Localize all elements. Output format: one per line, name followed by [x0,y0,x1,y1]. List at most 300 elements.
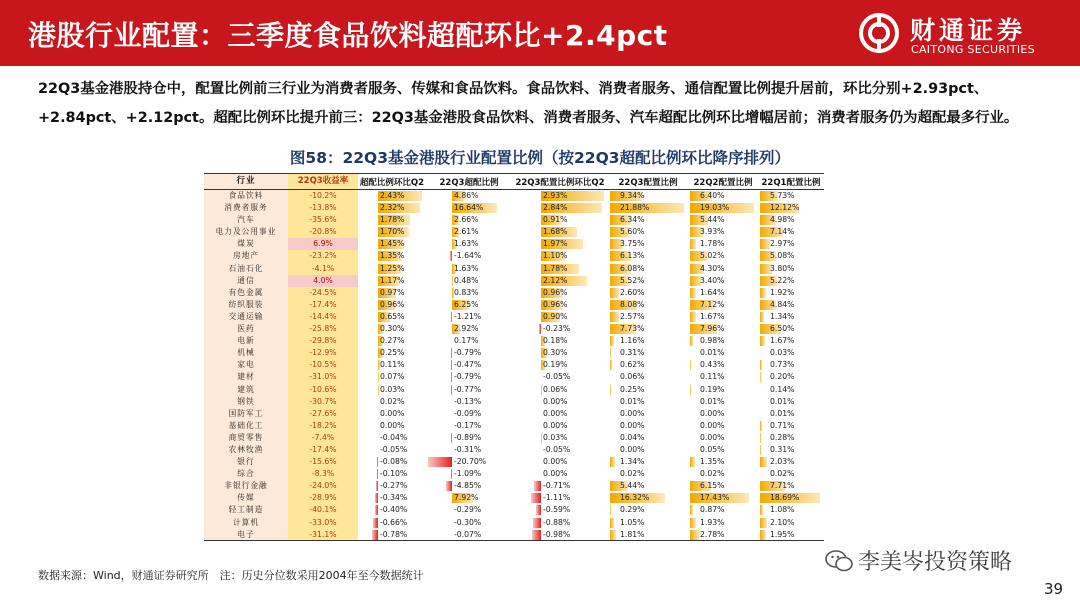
header-col-ow-change: 超配比例环比Q2 [359,177,425,188]
alloc-q3-cell [608,444,688,456]
value-bar [378,385,379,395]
alloc-q3-cell [608,408,688,420]
ow-change-cell [358,396,426,408]
value-text: 7.71% [770,481,795,491]
alloc-q2-cell [688,202,758,214]
value-text: -0.98% [543,529,571,539]
alloc-q3-cell [608,250,688,262]
value-bar [610,457,615,467]
value-text: 4.84% [770,299,795,309]
value-text: 1.78% [380,215,405,225]
ow-change-cell [358,299,426,311]
ow-cell [426,335,512,347]
industry-cell: 基础化工 [204,420,288,432]
value-text: 5.73% [770,191,795,200]
industry-cell: 房地产 [204,250,288,262]
value-text: 0.02% [770,469,795,479]
alloc-q2-cell [688,311,758,323]
alloc-change-cell [512,202,608,214]
table-row [204,202,824,214]
value-text: -0.77% [454,384,482,394]
ow-change-cell [358,456,426,468]
summary-line-2: +2.84pct、+2.12pct。超配比例环比提升前三：22Q3基金港股食品饮料、消费者服务、汽车超配比例环比增幅居前；消费者服务仍为超配最多行业。 [38,110,1019,126]
value-text: 0.04% [620,432,645,442]
value-text: 2.93% [543,191,568,200]
industry-cell: 非银行金融 [204,480,288,492]
alloc-q2-cell [688,323,758,335]
value-text: 2.78% [700,529,725,539]
alloc-q1-cell [758,299,824,311]
alloc-q2-cell [688,456,758,468]
value-text: 0.29% [620,505,645,515]
table-row [204,214,824,226]
industry-cell: 电力及公用事业 [204,226,288,238]
value-text: 1.81% [620,529,645,539]
value-bar [451,433,452,443]
alloc-q2-cell [688,226,758,238]
value-bar [760,457,767,467]
ow-change-cell [358,202,426,214]
value-text: 0.07% [380,372,405,382]
value-text: 0.19% [543,360,568,370]
value-text: 0.00% [620,420,645,430]
ow-change-cell [358,504,426,516]
alloc-q1-cell [758,335,824,347]
value-bar [690,457,695,467]
industry-cell: 有色金属 [204,287,288,299]
value-bar [531,493,541,503]
ow-cell [426,299,512,311]
table-row [204,275,824,287]
value-bar [377,457,378,467]
value-text: 0.03% [380,384,405,394]
value-text: 2.60% [620,287,645,297]
ow-change-cell [358,323,426,335]
value-text: 1.95% [770,529,795,539]
value-text: 2.84% [543,203,568,213]
alloc-change-cell [512,492,608,504]
value-text: 0.11% [700,372,725,382]
alloc-q1-cell [758,408,824,420]
value-text: 1.35% [700,457,725,467]
value-bar [760,372,761,382]
ow-cell [426,202,512,214]
header-bar [0,0,1080,66]
value-text: -1.11% [543,493,571,503]
alloc-q3-cell [608,468,688,480]
alloc-change-cell [512,299,608,311]
value-bar [760,360,762,370]
value-text: 0.00% [543,408,568,418]
value-text: -0.23% [543,324,571,334]
value-text: 0.48% [454,275,479,285]
alloc-q1-cell [758,263,824,275]
value-bar [610,336,614,346]
alloc-q2-cell [688,432,758,444]
ow-cell [426,263,512,275]
value-bar [451,312,452,322]
value-text: -0.40% [380,505,408,515]
alloc-q3-cell [608,359,688,371]
return-cell: -20.8% [288,226,358,238]
return-cell: -8.3% [288,468,358,480]
industry-cell: 综合 [204,468,288,480]
alloc-q1-cell [758,504,824,516]
alloc-q3-cell [608,323,688,335]
ow-cell [426,432,512,444]
value-text: 0.11% [380,360,405,370]
alloc-q2-cell [688,444,758,456]
value-text: 5.22% [770,275,795,285]
value-bar [377,469,378,479]
value-text: -0.05% [543,444,571,454]
industry-cell: 建筑 [204,384,288,396]
ow-cell [426,420,512,432]
summary-line-1: 22Q3基金港股持仓中，配置比例前三行业为消费者服务、传媒和食品饮料。食品饮料、消费者服务、通信配置比例提升居前，环比分别+2.93pct、 [38,81,989,97]
alloc-q1-cell [758,468,824,480]
table-row [204,408,824,420]
value-bar [451,360,452,370]
table-row [204,226,824,238]
value-bar [760,433,761,443]
value-bar [533,518,541,528]
ow-change-cell [358,250,426,262]
value-text: 0.96% [543,287,568,297]
value-text: 0.00% [380,420,405,430]
alloc-q3-cell [608,311,688,323]
value-text: 5.60% [620,227,645,237]
alloc-q1-cell [758,420,824,432]
alloc-change-cell [512,359,608,371]
ow-change-cell [358,517,426,529]
value-bar [541,433,542,443]
return-cell: -30.7% [288,396,358,408]
value-text: 6.40% [700,191,725,200]
table-row [204,238,824,250]
value-text: 0.00% [620,444,645,454]
return-cell: -10.6% [288,384,358,396]
alloc-q3-cell [608,396,688,408]
table-body [204,190,824,541]
ow-cell [426,371,512,383]
alloc-q3-cell [608,299,688,311]
return-cell: -17.4% [288,444,358,456]
value-text: 0.00% [700,420,725,430]
return-cell: -13.8% [288,202,358,214]
alloc-change-cell [512,238,608,250]
value-text: 0.97% [380,287,405,297]
value-text: 3.75% [620,239,645,249]
industry-cell: 汽车 [204,214,288,226]
value-bar [534,481,541,491]
value-text: 0.17% [454,336,479,346]
alloc-q1-cell [758,323,824,335]
logo-text-en: CAITONG SECURITIES [911,43,1035,56]
value-text: 2.43% [380,191,405,200]
table-row [204,492,824,504]
alloc-change-cell [512,311,608,323]
value-text: 2.66% [454,215,479,225]
alloc-change-cell [512,420,608,432]
value-text: 7.96% [700,324,725,334]
value-text: 3.80% [770,263,795,273]
value-text: 2.61% [454,227,479,237]
alloc-q1-cell [758,396,824,408]
alloc-q2-cell [688,492,758,504]
value-bar [610,360,612,370]
value-text: 1.67% [770,336,795,346]
value-bar [610,312,619,322]
alloc-q3-cell [608,504,688,516]
value-text: 0.00% [543,469,568,479]
alloc-q2-cell [688,396,758,408]
ow-cell [426,190,512,202]
ow-cell [426,456,512,468]
ow-cell [426,311,512,323]
value-text: 0.71% [770,420,795,430]
alloc-q1-cell [758,202,824,214]
value-text: -0.05% [380,444,408,454]
value-text: -0.59% [543,505,571,515]
value-text: 1.68% [543,227,568,237]
value-text: -0.10% [380,469,408,479]
value-text: -0.66% [380,517,408,527]
value-text: 9.34% [620,191,645,200]
alloc-q3-cell [608,335,688,347]
alloc-q3-cell [608,287,688,299]
industry-cell: 交通运输 [204,311,288,323]
alloc-q3-cell [608,275,688,287]
value-text: 1.64% [700,287,725,297]
value-bar [428,457,452,467]
value-text: 0.01% [770,396,795,406]
ow-change-cell [358,359,426,371]
value-text: 2.57% [620,311,645,321]
value-text: 0.87% [700,505,725,515]
value-text: 0.02% [700,469,725,479]
value-bar [690,239,696,249]
ow-change-cell [358,275,426,287]
value-text: 0.25% [620,384,645,394]
value-text: 7.92% [454,493,479,503]
alloc-change-cell [512,275,608,287]
value-text: 0.30% [380,324,405,334]
alloc-change-cell [512,323,608,335]
industry-cell: 煤炭 [204,238,288,250]
value-text: -0.88% [543,517,571,527]
value-text: 0.19% [700,384,725,394]
value-text: 1.67% [700,311,725,321]
value-text: -0.89% [454,432,482,442]
value-text: 0.02% [380,396,405,406]
table-row [204,432,824,444]
alloc-q2-cell [688,468,758,480]
value-text: 6.50% [770,324,795,334]
ow-cell [426,517,512,529]
value-text: 1.70% [380,227,405,237]
value-text: 0.18% [543,336,568,346]
header-col-alloc-q2: 22Q2配置比例 [693,177,753,188]
table-row [204,299,824,311]
header-col-alloc-change: 22Q3配置比例环比Q2 [515,177,605,188]
value-bar [690,505,693,515]
value-bar [610,505,611,515]
value-text: 5.44% [700,215,725,225]
return-cell: -25.8% [288,323,358,335]
figure-title: 图58：22Q3基金港股行业配置比例（按22Q3超配比例环比降序排列） [289,149,791,167]
ow-change-cell [358,263,426,275]
value-bar [760,421,762,431]
value-text: -0.04% [380,432,408,442]
header-col-alloc-q1: 22Q1配置比例 [761,177,821,188]
value-text: 0.90% [543,311,568,321]
industry-cell: 钢铁 [204,396,288,408]
value-text: 1.16% [620,336,645,346]
table-row [204,504,824,516]
ow-change-cell [358,335,426,347]
ow-change-cell [358,529,426,540]
value-text: 0.00% [543,420,568,430]
value-bar [451,372,452,382]
industry-cell: 医药 [204,323,288,335]
value-text: 0.06% [620,372,645,382]
industry-cell: 传媒 [204,492,288,504]
return-cell: -17.4% [288,299,358,311]
table-row [204,263,824,275]
return-cell: -7.4% [288,432,358,444]
value-text: 0.96% [543,299,568,309]
value-bar [610,518,614,528]
ow-cell [426,444,512,456]
alloc-change-cell [512,347,608,359]
ow-change-cell [358,384,426,396]
ow-cell [426,238,512,250]
value-text: 0.00% [700,408,725,418]
ow-change-cell [358,238,426,250]
value-text: 18.69% [770,493,800,503]
ow-change-cell [358,311,426,323]
value-text: 0.14% [770,384,795,394]
alloc-q1-cell [758,432,824,444]
value-text: 16.32% [620,493,650,503]
ow-cell [426,492,512,504]
value-bar [372,530,378,540]
alloc-change-cell [512,335,608,347]
alloc-q1-cell [758,444,824,456]
alloc-q2-cell [688,347,758,359]
value-text: 3.93% [700,227,725,237]
table-row [204,190,824,202]
ow-cell [426,468,512,480]
value-text: -0.05% [543,372,571,382]
table-row [204,347,824,359]
alloc-change-cell [512,384,608,396]
return-cell: 6.9% [288,238,358,250]
industry-cell: 商贸零售 [204,432,288,444]
value-text: 6.15% [700,481,725,491]
value-text: 1.25% [380,263,405,273]
alloc-q2-cell [688,287,758,299]
value-text: 21.88% [620,203,650,213]
ow-change-cell [358,190,426,202]
alloc-change-cell [512,263,608,275]
value-text: 1.97% [543,239,568,249]
ow-cell [426,250,512,262]
value-text: 12.12% [770,203,800,213]
value-bar [760,518,767,528]
alloc-change-cell [512,214,608,226]
alloc-q1-cell [758,384,824,396]
industry-cell: 石油石化 [204,263,288,275]
table-row [204,396,824,408]
table-header [204,173,824,190]
value-text: 0.00% [543,457,568,467]
value-bar [760,312,764,322]
ow-change-cell [358,214,426,226]
value-bar [375,493,378,503]
value-text: 0.43% [700,360,725,370]
industry-cell: 消费者服务 [204,202,288,214]
value-bar [610,530,616,540]
alloc-q1-cell [758,529,824,540]
value-bar [451,469,452,479]
ow-change-cell [358,347,426,359]
industry-cell: 通信 [204,275,288,287]
watermark-text: 李美岑投资策略 [858,550,1013,575]
industry-cell: 家电 [204,359,288,371]
value-bar [760,288,766,298]
value-text: -1.21% [454,311,482,321]
alloc-change-cell [512,517,608,529]
alloc-q3-cell [608,263,688,275]
value-text: 0.03% [770,348,795,358]
return-cell: -14.4% [288,311,358,323]
return-cell: -4.1% [288,263,358,275]
industry-cell: 电子 [204,529,288,540]
value-bar [451,348,452,358]
industry-cell: 轻工制造 [204,504,288,516]
table-row [204,456,824,468]
value-bar [690,518,696,528]
alloc-change-cell [512,287,608,299]
value-text: 0.00% [620,408,645,418]
table-row [204,480,824,492]
alloc-q1-cell [758,492,824,504]
footnote: 数据来源：Wind，财通证券研究所 注：历史分位数采用2004年至今数据统计 [38,569,424,582]
value-text: 1.17% [380,275,405,285]
table-row [204,529,824,541]
value-text: 0.00% [380,408,405,418]
alloc-q3-cell [608,492,688,504]
allocation-table [204,173,824,541]
alloc-q2-cell [688,408,758,420]
alloc-change-cell [512,396,608,408]
value-text: 4.86% [454,191,479,200]
value-text: 0.05% [700,444,725,454]
table-row [204,250,824,262]
value-text: 1.78% [700,239,725,249]
value-bar [690,360,691,370]
value-bar [373,518,378,528]
logo-text-cn: 财通证券 [910,16,1027,45]
value-text: 0.01% [620,396,645,406]
table-row [204,444,824,456]
value-text: 1.45% [380,239,405,249]
value-text: -0.79% [454,348,482,358]
value-text: 0.28% [770,432,795,442]
alloc-q2-cell [688,504,758,516]
value-text: -0.79% [454,372,482,382]
